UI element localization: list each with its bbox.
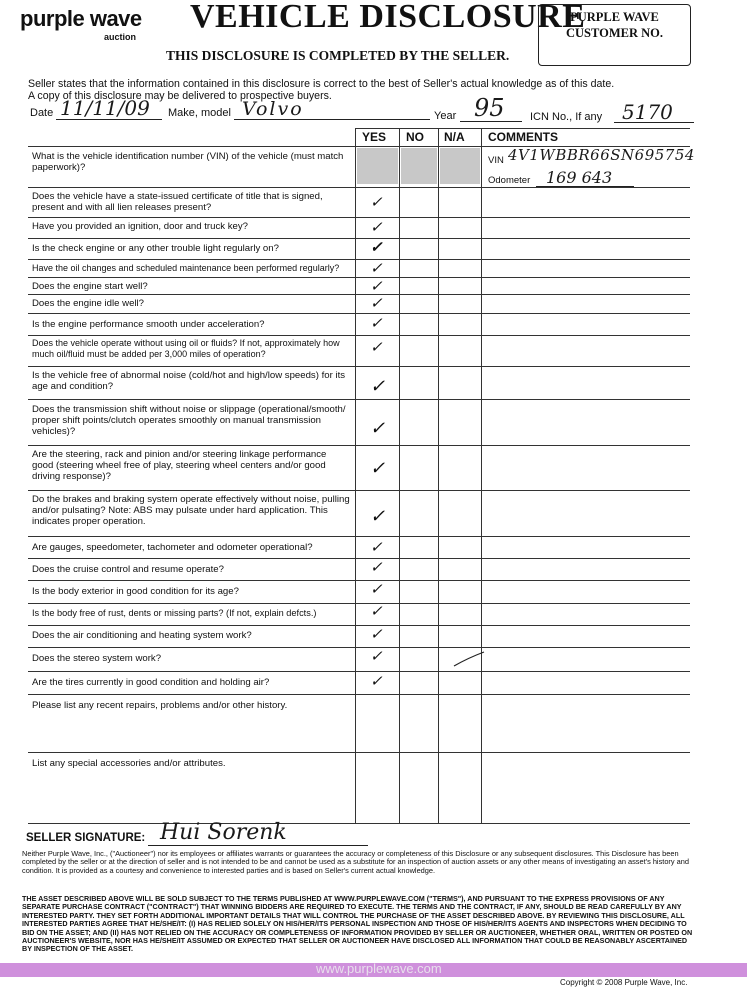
icn-label: ICN No., If any: [530, 111, 603, 123]
year-value: 95: [474, 94, 505, 122]
intro-line2: A copy of this disclosure may be delivered to prospective buyers.: [28, 90, 332, 102]
odometer-value: 169 643: [546, 168, 613, 187]
col-line-no: [399, 128, 400, 823]
yes-check-transmission: ✓: [370, 418, 386, 439]
copyright-text: Copyright © 2008 Purple Wave, Inc.: [560, 978, 688, 987]
shaded-cell-na: [440, 148, 480, 184]
yes-check-rust: ✓: [370, 602, 383, 620]
col-header-na: N/A: [444, 130, 465, 144]
row-line: [28, 335, 690, 336]
question-rust: Is the body free of rust, dents or missing parts? (If not, explain defcts.): [32, 608, 317, 618]
make-value: Volvo: [242, 98, 304, 120]
row-line: [28, 647, 690, 648]
yes-check-oil-changes: ✓: [370, 259, 383, 277]
odometer-label: Odometer: [488, 175, 531, 186]
row-line: [28, 823, 690, 824]
vin-value: 4V1WBBR66SN695754: [508, 146, 695, 164]
question-keys: Have you provided an ignition, door and truck key?: [32, 221, 248, 232]
row-line: [28, 536, 690, 537]
logo-text: purple wave: [20, 6, 142, 31]
yes-check-brakes: ✓: [370, 506, 386, 527]
row-line: [28, 625, 690, 626]
yes-check-oil-fluids: ✓: [370, 338, 383, 356]
yes-check-keys: ✓: [370, 218, 383, 236]
question-brakes: Do the brakes and braking system operate effectively without noise, pulling and/or pulsating? Note: ABS may pulsate under hard application. This indicates proper operation.: [32, 494, 350, 527]
purple-wave-logo: [20, 6, 160, 46]
make-label: Make, model: [168, 107, 231, 119]
question-oil-changes: Have the oil changes and scheduled maintenance been performed regularly?: [32, 263, 340, 273]
row-line: [28, 558, 690, 559]
date-label: Date: [30, 107, 54, 119]
terms-text: THE ASSET DESCRIBED ABOVE WILL BE SOLD SUBJECT TO THE TERMS PUBLISHED AT WWW.PURPLEWAVE.COM ("TERMS"), AND PURSUANT TO THE EXPRESS PROVISIONS OF ANY SEPARATE PURCHASE CONTRACT ("CONTRACT") THAT WINNING BIDDERS ARE REQUIRED TO EXECUTE. THE TERMS AND THE CONTRACT, IF ANY, SHOULD BE READ CAREFULLY BY ANY INTERESTED PARTY. THEY SET FORTH ADDITIONAL IMPORTANT DETAILS THAT WILL CONTROL THE PURCHASE OF THE ASSET DESCRIBED ABOVE. BY REVIEWING THIS DISCLOSURE, ALL INTERESTED PARTIES AGREE THAT HE/SHE/IT: (I) HAS RELIED SOLELY ON HIS/HER/ITS PERSONAL INSPECTION AND THOSE OF HIS/HER/ITS AGENTS AND INSPECTORS WHEN DECIDING TO BID ON THE ASSET; AND (II) HAS NOT RELIED ON THE ACCURACY OR COMPLETENESS OF INFORMATION PROVIDED BY SELLER OR AUCTIONEER, WHETHER ORAL, WRITTEN OR POSTED ON AUCTIONEER'S WEBSITE, NOR HAS HE/SHE/IT ASSUMED OR EXPECTED THAT SELLER OR AUCTIONEER HAVE DISCLOSED ALL INFORMATION THAT COULD BE REASONABLY ASCERTAINED BY INSPECTION OF THE ASSET.: [22, 894, 693, 954]
yes-check-tires: ✓: [370, 672, 383, 690]
customer-box-line2: CUSTOMER NO.: [565, 26, 663, 40]
question-engine-idle: Does the engine idle well?: [32, 298, 145, 309]
yes-check-body-exterior: ✓: [370, 580, 383, 598]
row-line: [28, 671, 690, 672]
vin-question: What is the vehicle identification number (VIN) of the vehicle (must match paperwork)?: [32, 151, 344, 173]
question-performance: Is the engine performance smooth under acceleration?: [32, 319, 265, 330]
row-line: [28, 603, 690, 604]
disclaimer-text: Neither Purple Wave, Inc., ("Auctioneer") nor its employees or affiliates warrants or guarantees the accuracy or completeness of this Disclosure or any subsequent disclosures. This Disclosure has been completed by the seller or at the direction of seller and is not intended to be and cannot be used as a substitute for an inspection of auction assets or any other means of investigating an asset's history and condition. It is provided as a courtesy and convenience to interested parties and is based on Seller's current actual knowledge.: [22, 849, 689, 875]
signature-underline: [148, 845, 368, 846]
col-header-yes: YES: [362, 130, 387, 144]
document-subtitle: THIS DISCLOSURE IS COMPLETED BY THE SELLER.: [166, 48, 510, 63]
shaded-cell-yes: [357, 148, 398, 184]
repairs-label: Please list any recent repairs, problems and/or other history.: [32, 700, 288, 711]
yes-check-gauges: ✓: [370, 538, 383, 556]
yes-check-stereo: ✓: [370, 647, 383, 665]
col-line-comments: [481, 128, 482, 823]
question-ac-heat: Does the air conditioning and heating system work?: [32, 630, 252, 641]
question-check-engine: Is the check engine or any other trouble light regularly on?: [32, 243, 279, 254]
row-line: [28, 366, 690, 367]
na-mark-stereo: [448, 650, 488, 670]
yes-check-engine-idle: ✓: [370, 294, 383, 312]
row-line: [28, 294, 690, 295]
question-title: Does the vehicle have a state-issued certificate of title that is signed, present and with all lien releases present?: [32, 191, 323, 213]
customer-number-box: [538, 4, 691, 66]
yes-check-noise: ✓: [370, 376, 386, 397]
customer-box-line1: PURPLE WAVE: [570, 10, 659, 24]
row-line: [28, 313, 690, 314]
row-line: [28, 187, 690, 188]
row-line: [28, 238, 690, 239]
yes-check-steering: ✓: [370, 458, 386, 479]
row-line: [28, 694, 690, 695]
question-tires: Are the tires currently in good condition and holding air?: [32, 677, 270, 688]
col-line-yes: [355, 128, 356, 823]
question-stereo: Does the stereo system work?: [32, 653, 162, 664]
row-line: [28, 217, 690, 218]
icn-value: 5170: [622, 100, 673, 124]
watermark-text: www.purplewave.com: [316, 961, 442, 976]
row-line: [28, 490, 690, 491]
question-engine-start: Does the engine start well?: [32, 281, 148, 292]
row-line: [28, 752, 690, 753]
row-line: [28, 580, 690, 581]
yes-check-engine-start: ✓: [370, 277, 383, 295]
vin-label: VIN: [488, 155, 504, 166]
yes-check-ac-heat: ✓: [370, 625, 383, 643]
row-line: [28, 445, 690, 446]
question-body-exterior: Is the body exterior in good condition for its age?: [32, 586, 239, 597]
row-line: [28, 259, 690, 260]
col-header-comments: COMMENTS: [488, 130, 558, 144]
seller-signature: Hui Sorenk: [160, 820, 287, 845]
row-line: [28, 399, 690, 400]
yes-check-performance: ✓: [370, 314, 383, 332]
yes-check-check-engine: ✓: [370, 238, 383, 256]
question-cruise: Does the cruise control and resume operate?: [32, 564, 224, 575]
row-line: [28, 277, 690, 278]
logo-subtext: auction: [104, 32, 137, 42]
question-steering: Are the steering, rack and pinion and/or steering linkage performance good (steering wheel free of play, steering wheel centers and/or good driving response)?: [32, 449, 327, 482]
date-value: 11/11/09: [60, 96, 150, 120]
header-top-line: [355, 128, 690, 129]
question-noise: Is the vehicle free of abnormal noise (cold/hot and high/low speeds) for its age and condition?: [32, 370, 346, 392]
col-line-na: [438, 128, 439, 823]
question-gauges: Are gauges, speedometer, tachometer and odometer operational?: [32, 542, 313, 553]
question-transmission: Does the transmission shift without noise or slippage (operational/smooth/ proper shift points/clutch operates smoothly on manual transmission vehicles)?: [32, 404, 346, 437]
question-oil-fluids: Does the vehicle operate without using oil or fluids? If not, approximately how much oil/fluid must be added per 3,000 miles of operation?: [32, 338, 340, 359]
intro-line1: Seller states that the information contained in this disclosure is correct to the best of Seller's actual knowledge as of this date.: [28, 78, 615, 90]
document-title: VEHICLE DISCLOSURE: [190, 0, 586, 35]
yes-check-title: ✓: [370, 193, 383, 211]
signature-label: SELLER SIGNATURE:: [26, 832, 146, 844]
year-label: Year: [434, 110, 457, 122]
yes-check-cruise: ✓: [370, 558, 383, 576]
shaded-cell-no: [401, 148, 437, 184]
accessories-label: List any special accessories and/or attributes.: [32, 758, 226, 769]
col-header-no: NO: [406, 130, 424, 144]
